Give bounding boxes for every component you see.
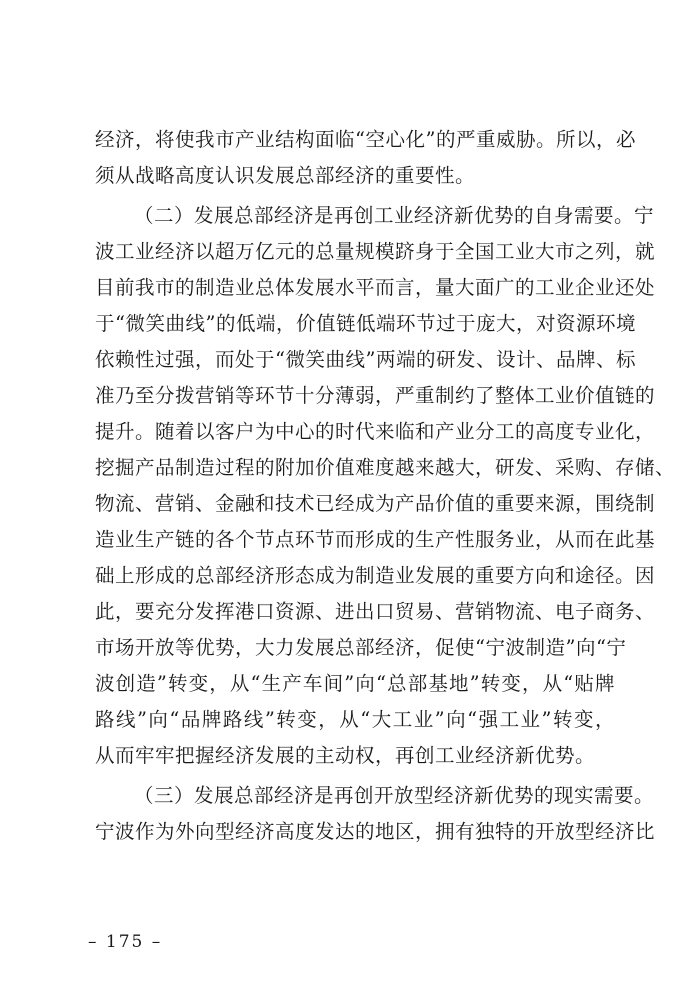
text-line: 目前我市的制造业总体发展水平而言，量大面广的工业企业还处	[95, 276, 656, 299]
text-line: 造业生产链的各个节点环节而形成的生产性服务业，从而在此基	[95, 528, 656, 551]
text-line: 波工业经济以超万亿元的总量规模跻身于全国工业大市之列，就	[95, 240, 656, 263]
text-line: 依赖性过强，而处于“微笑曲线”两端的研发、设计、品牌、标	[95, 348, 636, 371]
text-line: 市场开放等优势，大力发展总部经济，促使“宁波制造”向“宁	[95, 636, 627, 659]
text-line: 须从战略高度认识发展总部经济的重要性。	[95, 164, 476, 187]
text-line: 准乃至分拨营销等环节十分薄弱，严重制约了整体工业价值链的	[95, 384, 656, 407]
text-line: 宁波作为外向型经济高度发达的地区，拥有独特的开放型经济比	[95, 820, 656, 843]
text-line: （三）发展总部经济是再创开放型经济新优势的现实需要。	[134, 784, 655, 807]
text-line: 波创造”转变，从“生产车间”向“总部基地”转变，从“贴牌	[95, 672, 615, 695]
text-line: 于“微笑曲线”的低端，价值链低端环节过于庞大，对资源环境	[95, 312, 636, 335]
text-line: （二）发展总部经济是再创工业经济新优势的自身需要。宁	[134, 204, 655, 227]
text-line: 提升。随着以客户为中心的时代来临和产业分工的高度专业化，	[95, 420, 656, 443]
text-line: 此，要充分发挥港口资源、进出口贸易、营销物流、电子商务、	[95, 600, 656, 623]
text-line: 挖掘产品制造过程的附加价值难度越来越大，研发、采购、存储、	[95, 456, 676, 479]
text-line: 经济，将使我市产业结构面临“空心化”的严重威胁。所以，必	[95, 128, 636, 151]
page-number: – 175 –	[88, 932, 163, 952]
text-line: 物流、营销、金融和技术已经成为产品价值的重要来源，围绕制	[95, 492, 656, 515]
text-line: 础上形成的总部经济形态成为制造业发展的重要方向和途径。因	[95, 564, 656, 587]
text-line: 从而牢牢把握经济发展的主动权，再创工业经济新优势。	[95, 744, 596, 767]
text-line: 路线”向“品牌路线”转变，从“大工业”向“强工业”转变，	[95, 708, 615, 731]
